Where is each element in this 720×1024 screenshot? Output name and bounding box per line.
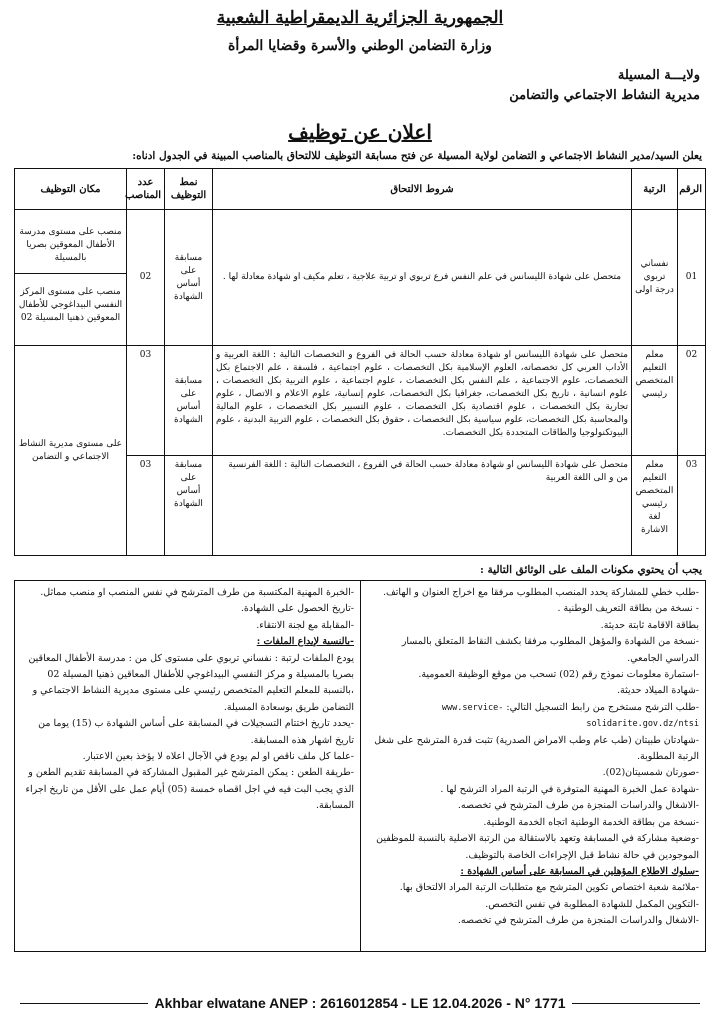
row-number: 03 [678,456,706,556]
place-item: منصب على مستوى المركز النفسي البيداغوجي للأطفال المعوقين ذهنيا المسيلة 02 [18,287,123,323]
list-item: -علما كل ملف ناقص او لم يودع في الآجال اعلاه لا يؤخذ بعين الاعتبار. [82,751,354,763]
directorate-label: مديرية النشاط الاجتماعي والتضامن [509,88,700,103]
row-grade: نفساني تربوي درجة اولى [632,210,678,346]
place-item: على مستوى مديرية النشاط الاجتماعي و التضامن [18,438,123,462]
row-mode: مسابقة على أساس الشهادة [165,456,213,556]
row-mode: مسابقة على أساس الشهادة [165,346,213,456]
dossier-procedures [15,581,360,951]
place-item: منصب على مستوى مدرسة الأطفال المعوقين بصريا بالمسيلة [15,218,126,274]
list-item: -طريقة الطعن : يمكن المترشح غير المقبول المشاركة في المسابقة تقديم الطعن و الذي يجب البت فيه في اجل اقصاه خمسة (05) أيام عمل على الأقل من تاريخ اجراء المسابقة. [25,767,354,812]
row-places [15,346,127,556]
row-conditions: متحصل على شهادة الليسانس او شهادة معادلة حسب الحالة في الفروع و التخصصات التالية : اللغة العربية و الأداب العربي كل تخصصاته، العلوم الإسلامية بكل التخصصات ، علوم اجتماعية ، فلسفة ، علم الاجتماع بكل التخصصات، علوم الاجتماعية ، علم النفس بكل التخصصات ، علوم اجتماعية ، علوم التربية بكل التخصصات ، علوم انسانية ، تاريخ بكل التخصصات، جغرافيا بكل التخصصات، علوم إنسانية، علوم الاعلام و الاتصال ، علوم تجارية بكل التخصصات ، علوم اقتصادية بكل التخصصات ، علوم التسيير بكل التخصصات ، علوم المالية والمحاسبة بكل التخصصات، علوم سياسية بكل التخصصات ، حقوق بكل التخصصات ، علوم التربية البدنية ، علوم البيوتكنولوجيا والطاقات المتجددة بكل التخصصات. [213,346,632,456]
list-item: -تاريخ الحصول على الشهادة. [240,603,354,615]
row-conditions: متحصل على شهادة الليسانس في علم النفس فرع تربوي او تربية علاجية ، تعلم مكيف او شهادة معادلة لها . [213,210,632,346]
list-item: -يحدد تاريخ اختتام التسجيلات في المسابقة على أساس الشهادة ب (15) يوما من تاريخ اشهار هذه المسابقة. [38,718,354,746]
list-item: -شهادة الميلاد حديثة. [617,685,699,697]
list-item: -وضعية مشاركة في المسابقة وتعهد بالاستقالة من الرتبة الاصلية بالنسبة للموظفين الموجودين في حالة نشاط قبل الإجراءات الخاصة بالتوظيف. [376,833,699,861]
header-cell: مكان التوظيف [15,169,127,210]
dossier-required-documents [360,581,705,951]
row-posts: 02 [127,210,165,346]
list-item: -المقابلة مع لجنة الانتقاء. [256,619,354,631]
list-item: -شهادتان طبيتان (طب عام وطب الامراض الصدرية) تثبت قدرة المترشح على شغل الرتبة المطلوبة. [374,734,699,763]
dossier-heading: يجب أن يحتوي مكونات الملف على الوثائق التالية : [480,564,702,576]
header-cell: عدد المناصب [127,169,165,210]
row-places [15,210,127,346]
announcement-intro: يعلن السيد/مدير النشاط الاجتماعي و التضامن لولاية المسيلة عن فتح مسابقة التوظيف للالتحاق بالمناصب المبينة في الجدول ادناه: [132,150,702,162]
registration-link[interactable]: www.service-solidarite.gov.dz/ntsi [441,702,699,730]
table-header-row [15,169,706,210]
selection-criteria-heading: -سلوك الاطلاع المؤهلين في المسابقة على أساس الشهادة : [460,865,699,877]
list-item: -نسخة من بطاقة الخدمة الوطنية اتجاه الخدمة الوطنية. [483,816,699,828]
list-item: -استمارة معلومات نموذج رقم (02) تسحب من موقع الوظيفة العمومية. [418,669,699,681]
issuing-authority [14,66,706,106]
row-conditions: متحصل على شهادة الليسانس او شهادة معادلة حسب الحالة في الفروع ، التخصصات التالية : اللغة الفرنسية من و الى اللغة العربية [213,456,632,556]
header-cell: نمط التوظيف [165,169,213,210]
announcement-title: اعلان عن توظيف [288,120,432,144]
row-number: 02 [678,346,706,456]
list-item: - نسخة من بطاقة التعريف الوطنية . [557,603,699,615]
ministry-heading: وزارة التضامن الوطني والأسرة وقضايا المرأة [228,38,492,54]
list-item: بطاقة الاقامة ثابتة حديثة. [600,619,699,631]
table-row [15,210,706,346]
list-item: -شهادة عمل الخبرة المهنية المتوفرة في الرتبة المراد الترشح لها . [440,783,699,795]
list-item: -الخبرة المهنية المكتسبة من طرف المترشح في نفس المنصب او منصب مماثل. [40,587,354,598]
deposit-heading: -بالنسبة لإيداع الملفات : [256,636,354,648]
dossier-box [14,580,706,952]
wilaya-label: ولايـــة المسيلة [617,68,700,83]
republic-heading: الجمهورية الجزائرية الديمقراطية الشعبية [216,8,504,28]
list-item: -نسخة من الشهادة والمؤهل المطلوب مرفقا بكشف النقاط المتعلق بالمسار الدراسي الجامعي. [401,636,699,664]
row-grade: معلم التعليم المتخصص رئيسي [632,346,678,456]
row-number: 01 [678,210,706,346]
header-cell: الرتبة [632,169,678,210]
list-item [367,700,699,733]
list-item: -صورتان شمسيتان(02). [602,767,699,779]
row-mode: مسابقة على أساس الشهادة [165,210,213,346]
list-item: -الاشغال والدراسات المنجزة من طرف المترشح في تخصصه. [457,915,699,927]
row-posts: 03 [127,346,165,456]
list-item: -ملائمة شعبة اختصاص تكوين المترشح مع متطلبات الرتبة المراد الالتحاق بها. [399,882,699,894]
list-item: -التكوين المكمل للشهادة المطلوبة في نفس التخصص. [485,898,699,910]
list-item: -طلب خطي للمشاركة يحدد المنصب المطلوب مرفقا مع اخراج العنوان و الهاتف. [382,587,699,598]
publication-reference: Akhbar elwatane ANEP : 2616012854 - LE 12.04.2026 - N° 1771 [154,995,566,1011]
table-row [15,346,706,456]
publication-footer [14,995,706,1011]
row-grade: معلم التعليم المتخصص رئيسي لغة الاشارة [632,456,678,556]
registration-link-label: -طلب الترشح مستخرج من رابط التسجيل التالي: [506,701,699,713]
header-cell: الرقم [678,169,706,210]
footer-rule-right [572,1003,700,1004]
header-cell: شروط الالتحاق [213,169,632,210]
list-item: يودع الملفات لرتبة : نفساني تربوي على مستوى كل من : مدرسة الأطفال المعاقين بصريا بالمسيلة و مركز النفسي البيداغوجي للأطفال المعاقين ذهنيا المسيلة 02 ،بالنسبة للمعلم التعليم المتخصص رئيسي على مستوى مديرية النشاط الاجتماعي و التضامن طريق بوسعادة المسيلة. [28,652,354,713]
positions-table [14,168,706,556]
footer-rule-left [20,1003,148,1004]
row-posts: 03 [127,456,165,556]
list-item: -الاشغال والدراسات المنجزة من طرف المترشح في تخصصه. [457,800,699,812]
